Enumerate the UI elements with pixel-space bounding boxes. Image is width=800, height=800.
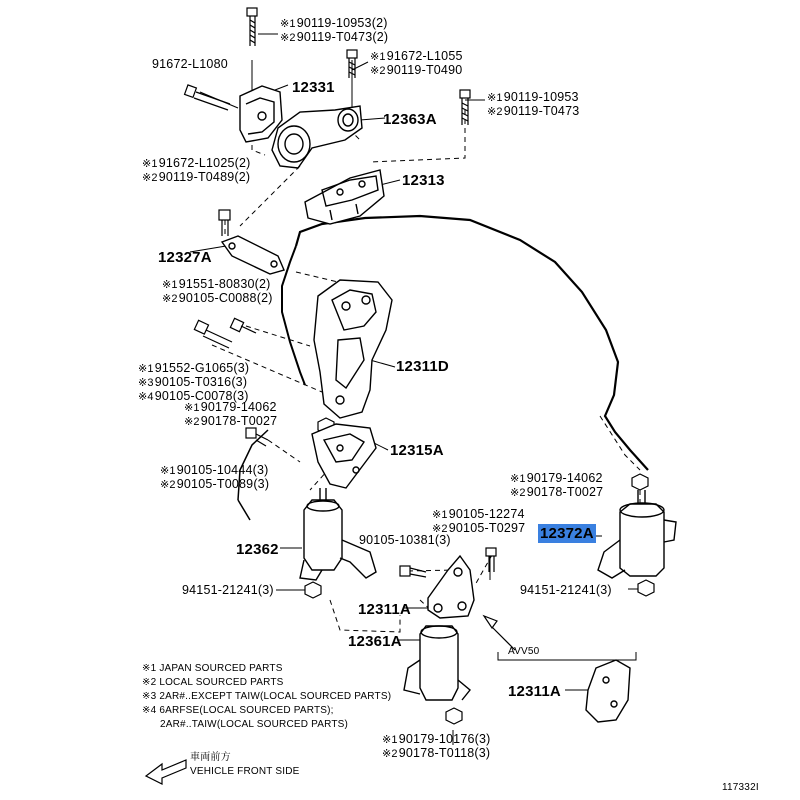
part-number: 90119-10953(2): [296, 16, 388, 30]
bolt-80830: [230, 318, 256, 333]
bolt-l1055: [347, 50, 357, 78]
callout-21241-left: 94151-21241(3): [182, 583, 274, 597]
stay-12327A-shape: [222, 236, 284, 274]
part-12362-label: 12362: [236, 541, 279, 558]
bracket-12313-shape: [305, 170, 384, 224]
part-number: 91672-L1025(2): [158, 156, 251, 170]
part-number: 90178-T0118(3): [398, 746, 491, 760]
callout-l1025: ※191672-L1025(2) ※290119-T0489(2): [142, 156, 251, 184]
part-12327A-label: 12327A: [158, 249, 212, 266]
mount-12372A-shape: [598, 490, 676, 578]
callout-80830: ※191551-80830(2) ※290105-C0088(2): [162, 277, 273, 305]
part-12372A-label: [538, 526, 596, 542]
part-number: 90179-14062: [526, 471, 603, 485]
callout-g1065: ※191552-G1065(3) ※390105-T0316(3) ※490105-C0078(3): [138, 361, 250, 403]
note-1: ※1 JAPAN SOURCED PARTS: [142, 663, 283, 674]
callout-12274: ※190105-12274 ※290105-T0297: [432, 507, 526, 535]
note-4: ※4 6ARFSE(LOCAL SOURCED PARTS);: [142, 705, 334, 716]
callout-right-top: ※190119-10953 ※290119-T0473: [487, 90, 580, 118]
bolt-10381: [400, 566, 426, 577]
part-number: 90178-T0027: [200, 414, 278, 428]
bracket-12315A-shape: [312, 424, 376, 488]
vehicle-front-arrow-icon: [146, 760, 186, 784]
bracket-12331-shape: [240, 86, 282, 142]
callout-l1055: ※191672-L1055 ※290119-T0490: [370, 49, 463, 77]
note-3: ※3 2AR#..EXCEPT TAIW(LOCAL SOURCED PARTS): [142, 691, 392, 702]
part-number: 90105-12274: [448, 507, 525, 521]
bolt-g1065: [194, 320, 232, 348]
part-number: 90105-T0316(3): [154, 375, 248, 389]
bolt-right-top: [460, 90, 470, 125]
part-12311A-center-label: 12311A: [358, 601, 411, 618]
figure-id: 117332I: [722, 782, 759, 793]
engine-outline-left: [282, 246, 305, 385]
part-12311D-label: 12311D: [396, 358, 449, 375]
part-number: 90105-10444(3): [176, 463, 269, 477]
direction-label-jp: 車両前方: [190, 752, 231, 763]
part-number: 90178-T0027: [526, 485, 604, 499]
part-number: 90119-T0490: [386, 63, 463, 77]
callout-10176: ※190179-10176(3) ※290178-T0118(3): [382, 732, 491, 760]
highlighted-part-number: 12372A: [540, 525, 594, 542]
bolt-10444: [246, 428, 268, 446]
bracket-12311A-center-shape: [428, 556, 474, 618]
bolt-12274: [486, 548, 496, 572]
note-2: ※2 LOCAL SOURCED PARTS: [142, 677, 284, 688]
part-12363A-label: 12363A: [383, 111, 437, 128]
part-number: 90105-C0078(3): [154, 389, 249, 403]
part-number: 90119-T0489(2): [158, 170, 251, 184]
bracket-12311A-avv-shape: [586, 660, 630, 722]
mount-12363A-shape: [272, 106, 362, 168]
part-number: 91552-G1065(3): [154, 361, 250, 375]
callout-10444: ※190105-10444(3) ※290105-T0089(3): [160, 463, 270, 491]
callout-l1080: 91672-L1080: [152, 57, 228, 71]
callout-10381: 90105-10381(3): [359, 533, 451, 547]
bolt-l1080: [185, 85, 230, 110]
part-12313-label: 12313: [402, 172, 445, 189]
part-number: 90119-10953: [503, 90, 579, 104]
view-arrow: [484, 616, 515, 650]
callout-right-n14062: ※190179-14062 ※290178-T0027: [510, 471, 604, 499]
part-12331-label: 12331: [292, 79, 335, 96]
part-number: 90119-T0473(2): [296, 30, 389, 44]
mount-12361A-shape: [404, 626, 470, 700]
part-number: 90119-T0473: [503, 104, 580, 118]
avv50-label: AVV50: [508, 646, 540, 657]
part-12315A-label: 12315A: [390, 442, 444, 459]
part-12361A-label: 12361A: [348, 633, 402, 650]
callout-n14062: ※190179-14062 ※290178-T0027: [184, 400, 278, 428]
part-number: 91672-L1055: [386, 49, 463, 63]
callout-bolt-top-center: ※190119-10953(2) ※290119-T0473(2): [280, 16, 389, 44]
callout-21241-right: 94151-21241(3): [520, 583, 612, 597]
bolt-top-center: [247, 8, 257, 46]
part-number: 90105-T0089(3): [176, 477, 270, 491]
part-number: 90179-14062: [200, 400, 277, 414]
part-number: 90179-10176(3): [398, 732, 491, 746]
bracket-12311D-shape: [314, 280, 392, 418]
part-number: 91551-80830(2): [178, 277, 271, 291]
direction-label-en: VEHICLE FRONT SIDE: [190, 766, 300, 777]
part-number: 90105-C0088(2): [178, 291, 273, 305]
note-4-continued: 2AR#..TAIW(LOCAL SOURCED PARTS): [160, 719, 349, 730]
part-12311A-avv-label: 12311A: [508, 683, 561, 700]
part-number: 90105-T0297: [448, 521, 526, 535]
